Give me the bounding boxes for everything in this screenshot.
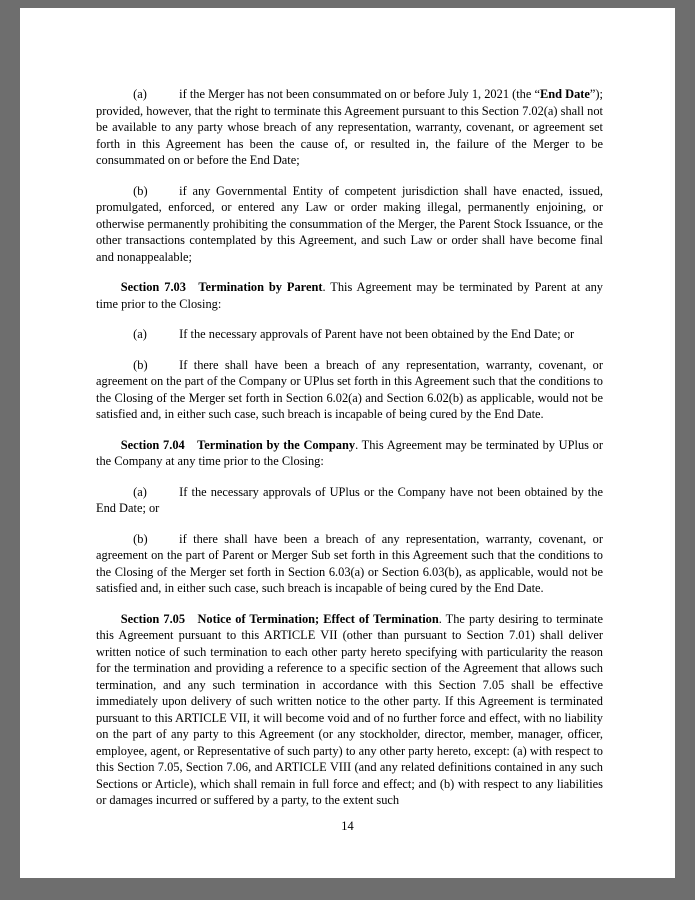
paragraph-text: If there shall have been a breach of any representation, warranty, covenant, or agreement on the part of the Company or UPlus set forth in this Agreement such that the conditions to the Closing of the Merger set forth in Section 6.02(a) and Section 6.02(b) as applicable, would not be satisfied and, in either such case, such breach is incapable of being cured by the End Date. (96, 357, 603, 421)
paragraph-text: if there shall have been a breach of any representation, warranty, covenant, or agreement on the part of Parent or Merger Sub set forth in this Agreement such that the conditions to the Closing of the Merger set forth in Section 6.03(a) or Section 6.03(b), as applicable, would not be satisfied and, in either such case, such breach is incapable of being cured by the End Date. (96, 531, 603, 595)
paragraph-label: (b) (133, 531, 148, 546)
paragraph-text: if the Merger has not been consummated on or before July 1, 2021 (the “ (179, 87, 540, 101)
section-heading-text: Section 7.04 (120, 437, 185, 452)
section-heading-text: Notice of Termination; Effect of Termination (197, 611, 439, 626)
paragraph-label: (a) (133, 87, 147, 101)
paragraph-text: . This Agreement may be terminated by UPlus or the Company at any time prior to the Closing: (96, 437, 603, 468)
paragraph-label: (a) (133, 484, 147, 499)
paragraph-text (186, 280, 198, 294)
paragraph-text: If the necessary approvals of Parent have not been obtained by the End Date; or (179, 327, 575, 341)
paragraph (96, 357, 603, 423)
paragraph (96, 86, 603, 169)
paragraph-text: ”); provided, however, that the right to terminate this Agreement pursuant to this Section 7.02(a) shall not be available to any party whose breach of any representation, warranty, covenant, or agreement set forth in this Agreement has been the cause of, or resulted in, the failure of the Merger to be consummated on or before the End Date; (96, 87, 603, 167)
paragraph (96, 326, 603, 343)
section-heading-text: Termination by the Company (197, 437, 356, 452)
paragraph (96, 531, 603, 597)
paragraph (96, 279, 603, 312)
page-number: 14 (341, 819, 354, 833)
section-heading-text: Section 7.03 (120, 280, 186, 294)
paragraph (96, 183, 603, 266)
section-heading-text: Termination by Parent (198, 280, 323, 294)
paragraph-label: (a) (133, 327, 147, 341)
paragraph (96, 437, 603, 470)
paragraph (96, 484, 603, 517)
paragraph-label: (b) (133, 357, 148, 372)
paragraph-text: If the necessary approvals of UPlus or the Company have not been obtained by the End Date; or (96, 484, 603, 515)
document-body (96, 86, 603, 809)
paragraph (96, 611, 603, 809)
paragraph-label: (b) (133, 183, 148, 198)
paragraph-text (185, 612, 197, 626)
paragraph-text: . This Agreement may be terminated by Parent at any time prior to the Closing: (96, 280, 603, 311)
document-page (20, 8, 675, 878)
paragraph-text (185, 438, 197, 452)
section-heading-text: Section 7.05 (120, 611, 186, 626)
paragraph-text: if any Governmental Entity of competent jurisdiction shall have enacted, issued, promulgated, enforced, or entered any Law or order making illegal, permanently enjoining, or otherwise permanently prohibiting the consummation of the Merger, the Parent Stock Issuance, or the other transactions contemplated by this Agreement, and such Law or order shall have become final and nonappealable; (96, 183, 603, 264)
section-heading-text: End Date (539, 87, 590, 101)
paragraph-text: . The party desiring to terminate this Agreement pursuant to this ARTICLE VII (other than pursuant to Section 7.01) shall deliver written notice of such termination to each other party hereto specifying with particularity the reason for the termination and providing a reference to a specific section of the Agreement that allows such termination, and any such termination in accordance with this Section 7.05 shall be effective immediately upon delivery of such written notice to the other party. If this Agreement is terminated pursuant to this ARTICLE VII, it will become void and of no further force and effect, with no liability on the part of any party to this Agreement (or any stockholder, director, member, manager, officer, employee, agent, or Representative of such party) to any other party hereto, except: (a) with respect to this Section 7.05, Section 7.06, and ARTICLE VIII (and any related definitions contained in any such Sections or Article), which shall remain in full force and effect; and (b) with respect to any liabilities or damages incurred or suffered by a party, to the extent such (96, 611, 603, 807)
